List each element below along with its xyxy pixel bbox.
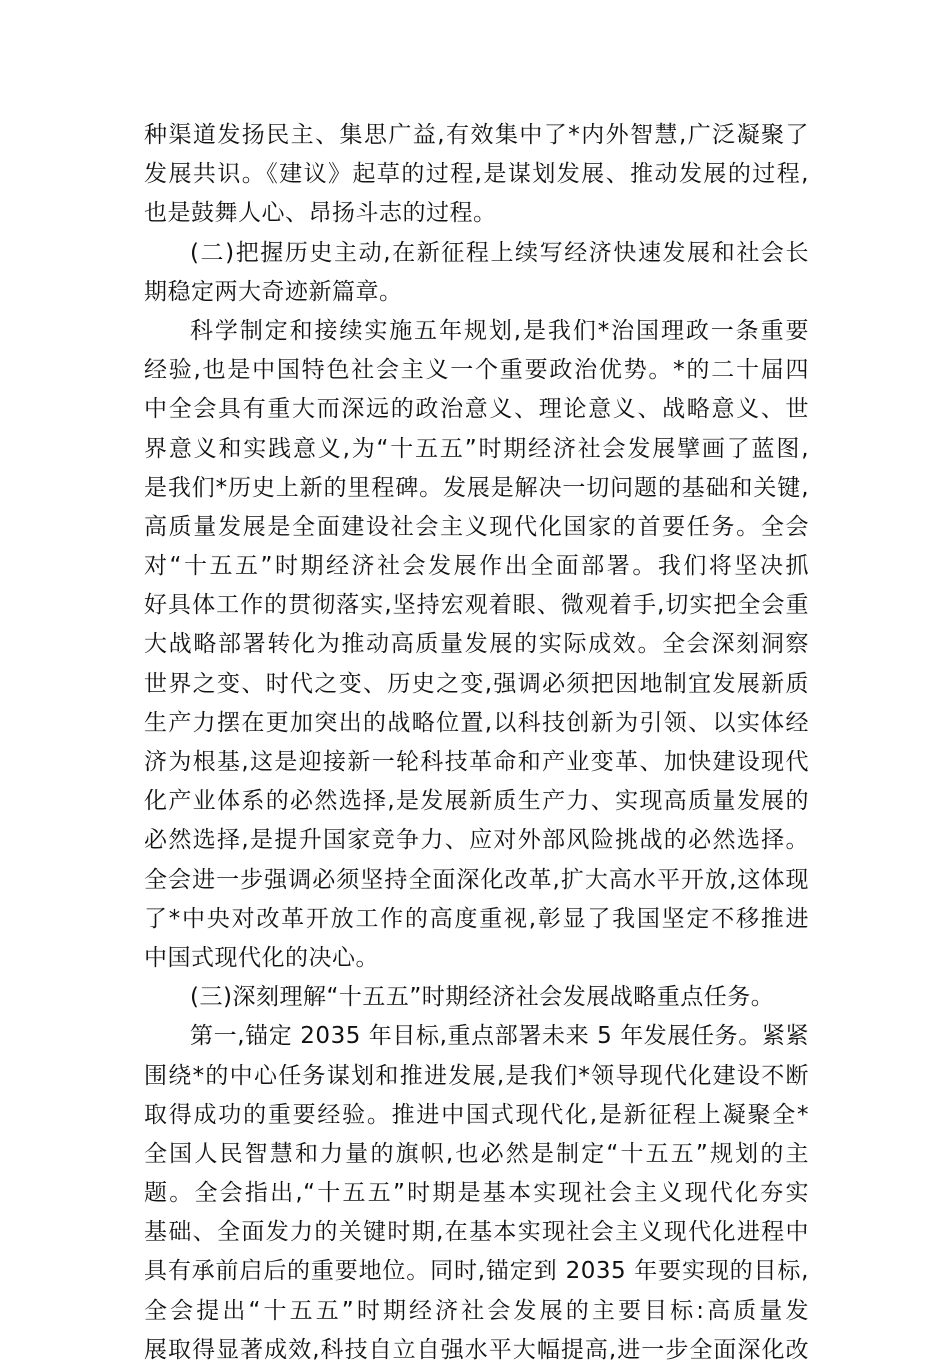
- text-line: 好具体工作的贯彻落实,坚持宏观着眼、微观着手,切实把全会重: [144, 592, 809, 619]
- text-line: 也是鼓舞人心、昂扬斗志的过程。: [144, 200, 497, 227]
- text-line: 生产力摆在更加突出的战略位置,以科技创新为引领、以实体经: [144, 709, 809, 736]
- text-line: 高质量发展是全面建设社会主义现代化国家的首要任务。全会: [144, 513, 809, 540]
- text-line: 大战略部署转化为推动高质量发展的实际成效。全会深刻洞察: [144, 631, 809, 658]
- text-line: 展取得显著成效,科技自立自强水平大幅提高,进一步全面深化改: [144, 1336, 809, 1363]
- text-line: 经验,也是中国特色社会主义一个重要政治优势。*的二十届四: [144, 357, 809, 384]
- text-line: 必然选择,是提升国家竞争力、应对外部风险挑战的必然选择。: [144, 827, 809, 854]
- body-text: [144, 116, 809, 1370]
- text-line: 全会提出“十五五”时期经济社会发展的主要目标:高质量发: [144, 1297, 809, 1324]
- text-line: 期稳定两大奇迹新篇章。: [144, 278, 403, 305]
- text-line: 取得成功的重要经验。推进中国式现代化,是新征程上凝聚全*: [144, 1101, 809, 1128]
- text-line: 第一,锚定 2035 年目标,重点部署未来 5 年发展任务。紧紧: [190, 1023, 809, 1050]
- text-line: 围绕*的中心任务谋划和推进发展,是我们*领导现代化建设不断: [144, 1062, 809, 1089]
- text-line: 界意义和实践意义,为“十五五”时期经济社会发展擘画了蓝图,: [144, 435, 809, 462]
- text-line: 化产业体系的必然选择,是发展新质生产力、实现高质量发展的: [144, 788, 809, 815]
- text-line: 基础、全面发力的关键时期,在基本实现社会主义现代化进程中: [144, 1219, 809, 1246]
- text-line: 世界之变、时代之变、历史之变,强调必须把因地制宜发展新质: [144, 670, 809, 697]
- text-line: (二)把握历史主动,在新征程上续写经济快速发展和社会长: [190, 239, 809, 266]
- text-line: 具有承前启后的重要地位。同时,锚定到 2035 年要实现的目标,: [144, 1258, 809, 1285]
- text-line: 了*中央对改革开放工作的高度重视,彰显了我国坚定不移推进: [144, 905, 809, 932]
- text-line: 对“十五五”时期经济社会发展作出全面部署。我们将坚决抓: [144, 553, 809, 580]
- text-line: 中全会具有重大而深远的政治意义、理论意义、战略意义、世: [144, 396, 809, 423]
- text-line: 题。全会指出,“十五五”时期是基本实现社会主义现代化夯实: [144, 1180, 809, 1207]
- text-line: 是我们*历史上新的里程碑。发展是解决一切问题的基础和关键,: [144, 474, 809, 501]
- text-line: 科学制定和接续实施五年规划,是我们*治国理政一条重要: [190, 317, 809, 344]
- text-line: 种渠道发扬民主、集思广益,有效集中了*内外智慧,广泛凝聚了: [144, 122, 809, 148]
- text-line: 济为根基,这是迎接新一轮科技革命和产业变革、加快建设现代: [144, 749, 809, 775]
- text-line: 发展共识。《建议》起草的过程,是谋划发展、推动发展的过程,: [144, 161, 809, 188]
- text-line: 中国式现代化的决心。: [144, 944, 379, 971]
- text-line: 全国人民智慧和力量的旗帜,也必然是制定“十五五”规划的主: [144, 1140, 809, 1167]
- text-line: (三)深刻理解“十五五”时期经济社会发展战略重点任务。: [190, 984, 775, 1011]
- text-line: 全会进一步强调必须坚持全面深化改革,扩大高水平开放,这体现: [144, 866, 809, 893]
